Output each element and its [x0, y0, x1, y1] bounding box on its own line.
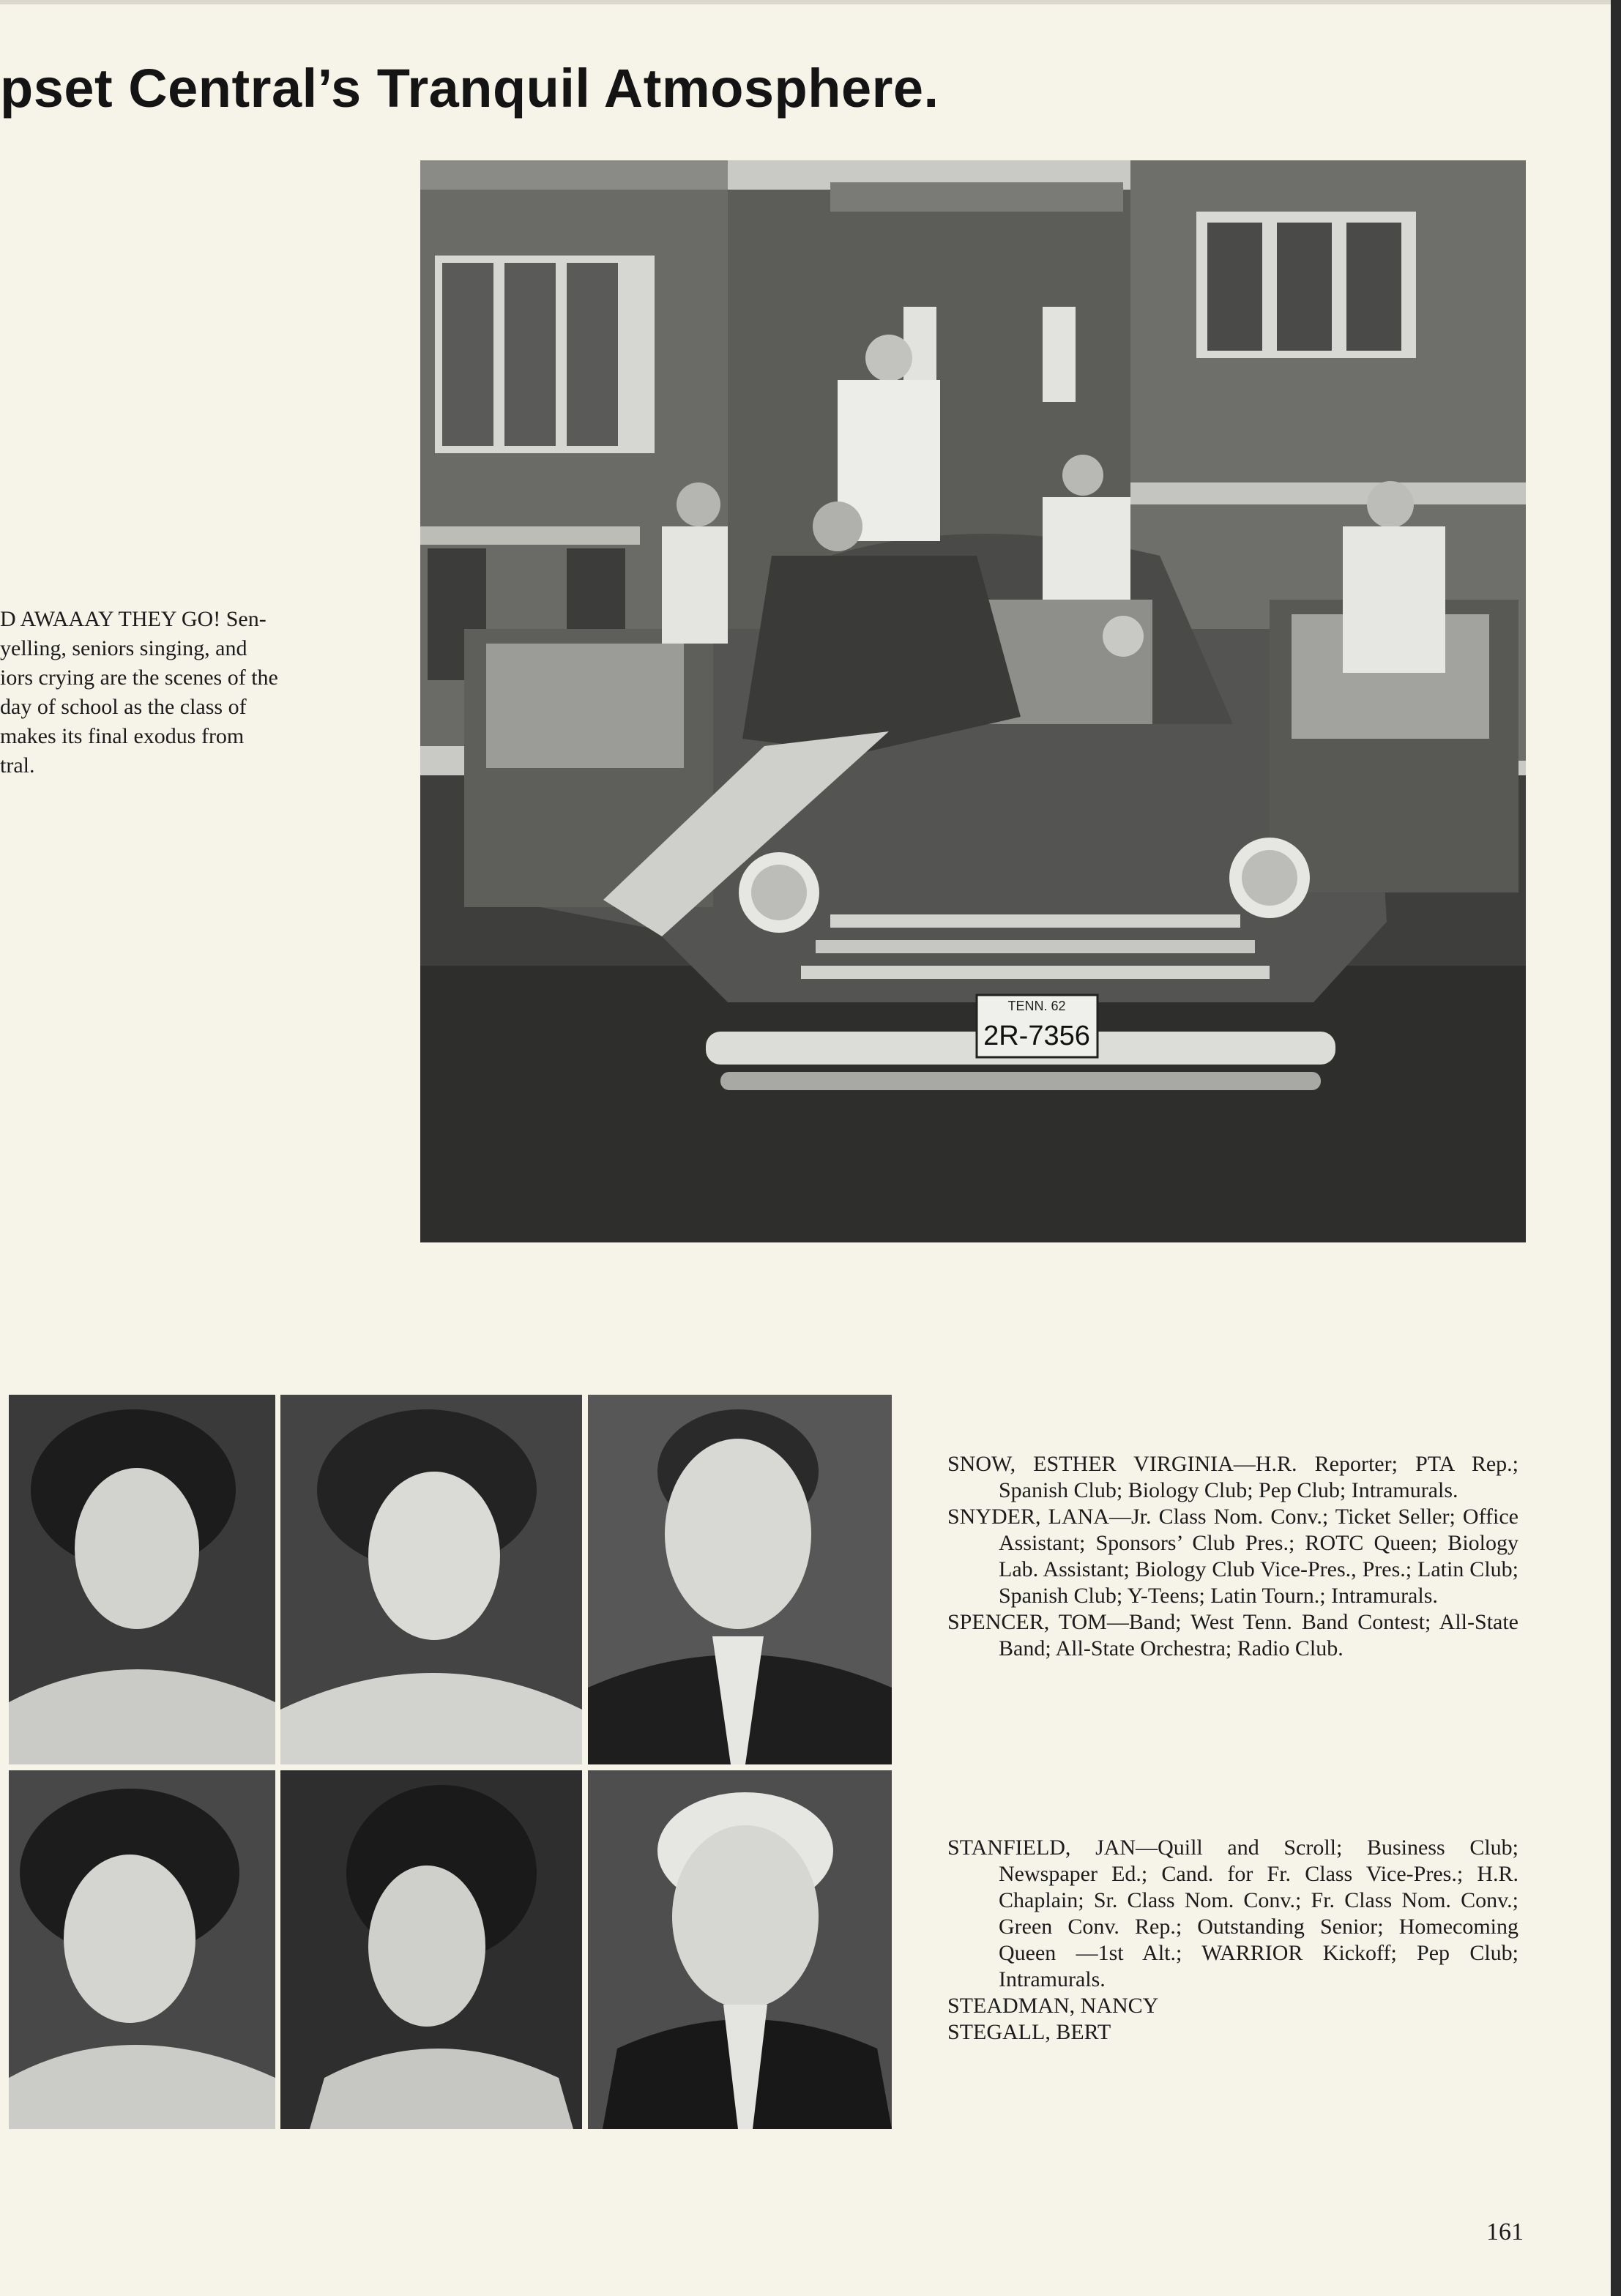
page-number: 161	[1486, 2218, 1524, 2245]
seniors-car-photo	[420, 160, 1526, 1242]
caption-line: day of school as the class of	[0, 695, 247, 719]
license-plate-text: 2R-7356	[983, 1021, 1090, 1051]
bio-entry: STEADMAN, NANCY	[947, 1994, 1159, 2018]
bio-entry: SNYDER, LANA—Jr. Class Nom. Conv.; Ticket Seller; Office Assistant; Sponsors’ Club Pres.; ROTC Queen; Biology Lab. Assistant; Biology Club Vice-Pres., Pres.; Latin Club; Spanish Club; Y-Teens; Latin Tourn.; Intramurals.	[947, 1505, 1518, 1608]
portrait-illustration	[9, 1395, 275, 1764]
page-binding-edge	[1611, 0, 1621, 2296]
portrait-illustration	[280, 1770, 582, 2129]
license-plate-header: TENN. 62	[1007, 999, 1066, 1013]
bio-entry: SPENCER, TOM—Band; West Tenn. Band Contest; All-State Band; All-State Orchestra; Radio Club.	[947, 1610, 1518, 1660]
portrait-spencer-tom	[588, 1395, 892, 1764]
caption-line: yelling, seniors singing, and	[0, 636, 247, 660]
portrait-illustration	[280, 1395, 582, 1764]
caption-line: D AWAAAY THEY GO! Sen-	[0, 607, 267, 631]
caption-line: iors crying are the scenes of the	[0, 666, 278, 690]
portrait-illustration	[588, 1395, 892, 1764]
portrait-illustration	[9, 1770, 275, 2129]
portrait-stegall-bert	[588, 1770, 892, 2129]
portrait-snyder-lana	[280, 1395, 582, 1764]
page-top-edge	[0, 0, 1621, 4]
bio-entry: SNOW, ESTHER VIRGINIA—H.R. Reporter; PTA Rep.; Spanish Club; Biology Club; Pep Club; Intramurals.	[947, 1452, 1518, 1502]
portrait-stanfield-jan	[9, 1770, 275, 2129]
page-headline: pset Central’s Tranquil Atmosphere.	[0, 58, 939, 119]
portrait-snow-esther	[9, 1395, 275, 1764]
photo-caption	[0, 605, 364, 773]
caption-line: makes its final exodus from	[0, 724, 245, 748]
bio-column-top	[947, 1451, 1518, 1662]
bio-entry: STEGALL, BERT	[947, 2020, 1111, 2044]
portrait-steadman-nancy	[280, 1770, 582, 2129]
portrait-illustration	[588, 1770, 892, 2129]
caption-line: tral.	[0, 753, 35, 773]
seniors-car-photo-illustration	[420, 160, 1526, 1242]
bio-column-bottom	[947, 1835, 1518, 2046]
bio-entry: STANFIELD, JAN—Quill and Scroll; Business Club; Newspaper Ed.; Cand. for Fr. Class Vice-Pres.; H.R. Chaplain; Sr. Class Nom. Conv.; Fr. Class Nom. Conv.; Green Conv. Rep.; Outstanding Senior; Homecoming Queen —1st Alt.; WARRIOR Kickoff; Pep Club; Intramurals.	[947, 1835, 1518, 1991]
